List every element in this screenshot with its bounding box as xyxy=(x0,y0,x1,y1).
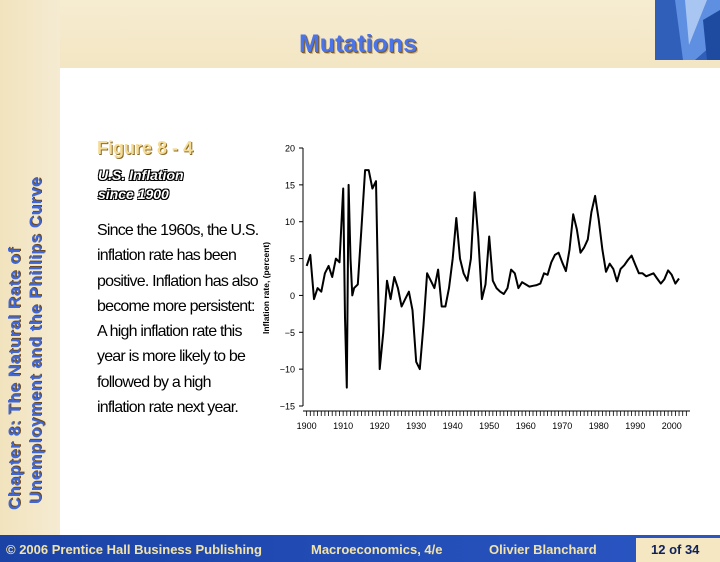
inflation-chart xyxy=(258,136,698,432)
x-tick-label: 1960 xyxy=(515,421,536,431)
x-tick-label: 1950 xyxy=(479,421,500,431)
x-tick-label: 1930 xyxy=(406,421,427,431)
inflation-line xyxy=(307,170,679,388)
chapter-sidebar xyxy=(4,50,46,510)
figure-subtitle-line-2: since 1900 xyxy=(98,186,169,202)
x-tick-label: 1980 xyxy=(588,421,609,431)
footer-book: Macroeconomics, 4/e xyxy=(311,542,443,557)
y-axis-label: Inflation rate, (percent) xyxy=(261,241,271,335)
figure-subtitle-line-1: U.S. Inflation xyxy=(98,167,184,183)
page-number: 12 of 34 xyxy=(651,542,700,557)
chapter-line-1: Chapter 8: The Natural Rate of xyxy=(5,247,24,510)
x-tick-label: 1990 xyxy=(625,421,646,431)
corner-decoration xyxy=(655,0,720,60)
figure-title: Figure 8 - 4 xyxy=(97,138,194,158)
y-tick-label: −10 xyxy=(279,364,295,375)
y-tick-label: −5 xyxy=(284,327,295,338)
x-tick-label: 1920 xyxy=(369,421,390,431)
y-tick-label: 0 xyxy=(289,290,295,301)
x-tick-label: 1970 xyxy=(552,421,573,431)
x-tick-label: 1910 xyxy=(333,421,354,431)
chapter-line-2: Unemployment and the Phillips Curve xyxy=(26,176,45,504)
footer-author: Olivier Blanchard xyxy=(489,542,597,557)
x-tick-label: 1940 xyxy=(442,421,463,431)
y-tick-label: 15 xyxy=(284,180,295,191)
y-tick-label: 20 xyxy=(284,143,295,154)
page-title: Mutations xyxy=(298,30,418,58)
y-tick-label: 5 xyxy=(289,254,295,265)
figure-description: Since the 1960s, the U.S. inflation rate has been positive. Inflation has also become more persistent: A high inflation rate this year is more likely to be followed by a high inflation rate next year. xyxy=(97,222,259,417)
x-tick-label: 1900 xyxy=(296,421,317,431)
x-tick-label: 2000 xyxy=(661,421,682,431)
figure-subtitle xyxy=(98,166,238,204)
y-tick-label: −15 xyxy=(279,401,295,412)
y-tick-label: 10 xyxy=(284,217,295,228)
footer-copyright: © 2006 Prentice Hall Business Publishing xyxy=(6,542,262,557)
